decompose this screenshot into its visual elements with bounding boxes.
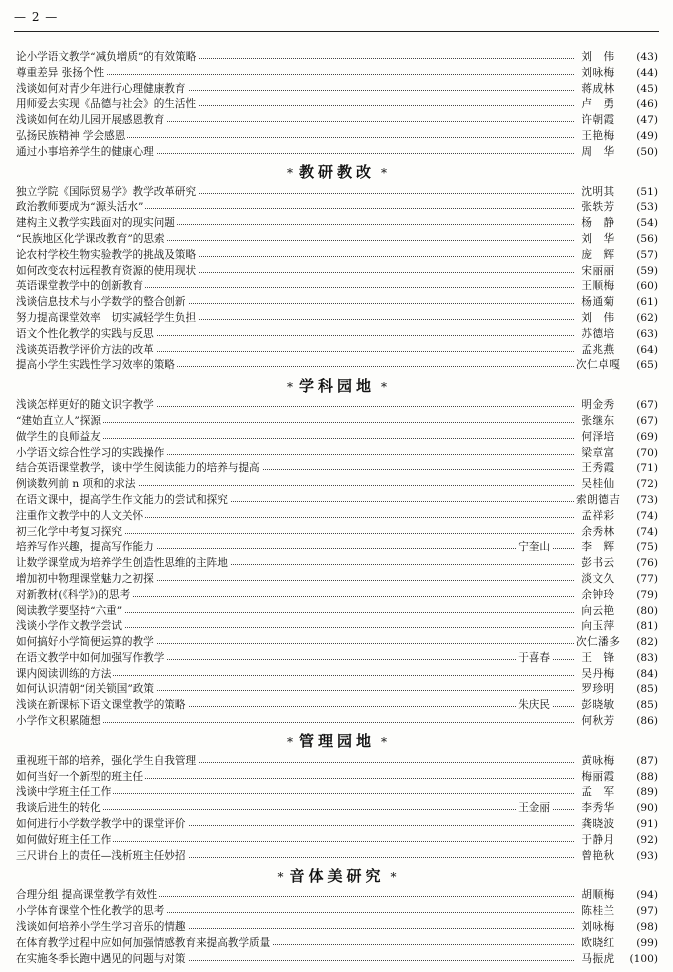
entry-author: 陈桂兰 [576, 904, 620, 920]
entry-page-number: (51) [636, 185, 658, 198]
toc-entry[interactable] [16, 185, 658, 201]
entry-title: 论小学语文教学“减负增质”的有效策略 [16, 50, 198, 66]
entry-title: 阅读教学要坚持“六重” [16, 604, 124, 620]
toc-entry[interactable] [16, 754, 658, 770]
entry-page-number: (93) [636, 849, 658, 862]
toc-entry[interactable] [16, 651, 658, 667]
entry-title: 我谈后进生的转化 [16, 801, 103, 817]
entry-author: 余钟玲 [576, 588, 620, 604]
entry-title: 如何做好班主任工作 [16, 833, 113, 849]
star-ornament: * [381, 379, 387, 394]
entry-page-number: (46) [636, 98, 658, 111]
entry-page-number: (76) [636, 557, 658, 570]
toc-entry[interactable] [16, 50, 658, 66]
entry-page-number: (67) [636, 399, 658, 412]
entry-page-number: (44) [636, 66, 658, 79]
page-number: — 2 — [14, 10, 59, 24]
entry-coauthor: 于喜春 [516, 651, 552, 667]
dot-leader [22, 722, 574, 723]
star-ornament: * [277, 869, 284, 884]
toc-entry[interactable] [16, 635, 658, 651]
toc-entry[interactable] [16, 446, 658, 462]
entry-title: 尊重差异 张扬个性 [16, 66, 106, 82]
entry-title: 在语文课中，提高学生作文能力的尝试和探究 [16, 493, 230, 509]
toc-entry[interactable] [16, 540, 658, 556]
entry-page-number: (83) [636, 651, 658, 664]
toc-entry[interactable] [16, 414, 658, 430]
entry-page-number: (45) [636, 82, 658, 95]
entry-author: 次仁潘多 [576, 635, 620, 651]
entry-title: 如何进行小学数学教学中的课堂评价 [16, 817, 188, 833]
section-title: 学科园地 [298, 376, 375, 395]
entry-author: 庞 辉 [576, 248, 620, 264]
entry-page-number: (64) [636, 343, 658, 356]
section-heading [16, 162, 658, 183]
section-heading [16, 376, 658, 397]
entry-title: 重视班干部的培养，强化学生自我管理 [16, 754, 198, 770]
entry-page-number: (86) [636, 715, 658, 728]
entry-page-number: (72) [636, 478, 658, 491]
entry-page-number: (47) [636, 114, 658, 127]
entry-author: 于静月 [576, 833, 620, 849]
entry-title: 例谈数列前 n 项和的求法 [16, 477, 138, 493]
entry-title: 论农村学校生物实验教学的挑战及策略 [16, 248, 198, 264]
entry-title: 在体育教学过程中应如何加强情感教育来提高教学质量 [16, 936, 272, 952]
entry-author: 向云艳 [576, 604, 620, 620]
toc-entry[interactable] [16, 216, 658, 232]
entry-author: 何泽培 [576, 430, 620, 446]
entry-title: 培养写作兴趣，提高写作能力 [16, 540, 156, 556]
entry-page-number: (82) [636, 636, 658, 649]
entry-title: 如何改变农村远程教育资源的使用现状 [16, 264, 198, 280]
entry-title: 初三化学中考复习探究 [16, 525, 124, 541]
table-of-contents [16, 50, 658, 967]
toc-entry[interactable] [16, 849, 658, 865]
star-ornament: * [286, 735, 293, 750]
toc-entry[interactable] [16, 833, 658, 849]
entry-author: 次仁卓嘎 [576, 358, 620, 374]
entry-title: 如何搞好小学简便运算的教学 [16, 635, 156, 651]
entry-title: 英语课堂教学中的创新教育 [16, 279, 145, 295]
entry-title: 小学体育课堂个性化教学的思考 [16, 904, 166, 920]
toc-entry[interactable] [16, 770, 658, 786]
entry-page-number: (99) [636, 936, 658, 949]
toc-entry[interactable] [16, 619, 658, 635]
toc-entry[interactable] [16, 904, 658, 920]
toc-entry[interactable] [16, 556, 658, 572]
entry-title: 浅谈在新课标下语文课堂教学的策略 [16, 698, 188, 714]
entry-page-number: (74) [636, 525, 658, 538]
entry-author: 沈明其 [576, 185, 620, 201]
entry-title: 浅谈英语教学评价方法的改革 [16, 343, 156, 359]
entry-page-number: (65) [636, 359, 658, 372]
entry-author: 苏德培 [576, 327, 620, 343]
entry-page-number: (50) [636, 145, 658, 158]
entry-author: 黄咏梅 [576, 754, 620, 770]
entry-author: 蒋成林 [576, 82, 620, 98]
entry-page-number: (73) [636, 493, 658, 506]
entry-author: 王秀霞 [576, 461, 620, 477]
entry-page-number: (62) [636, 311, 658, 324]
entry-author: 何秋芳 [576, 714, 620, 730]
entry-author: 刘 伟 [576, 50, 620, 66]
entry-title: “建始直立人”探源 [16, 414, 103, 430]
entry-title: 通过小事培养学生的健康心理 [16, 145, 156, 161]
entry-page-number: (43) [636, 51, 658, 63]
entry-coauthor: 宁奎山 [516, 540, 552, 556]
toc-entry[interactable] [16, 97, 658, 113]
toc-entry[interactable] [16, 698, 658, 714]
entry-page-number: (59) [636, 264, 658, 277]
entry-title: 努力提高课堂效率 切实减轻学生负担 [16, 311, 198, 327]
entry-author: 杨 静 [576, 216, 620, 232]
entry-title: 注重作文教学中的人文关怀 [16, 509, 145, 525]
entry-page-number: (91) [636, 818, 658, 831]
entry-page-number: (90) [636, 802, 658, 815]
entry-page-number: (94) [636, 889, 658, 902]
entry-coauthor: 朱庆民 [516, 698, 552, 714]
toc-entry[interactable] [16, 430, 658, 446]
entry-title: 增加初中物理课堂魅力之初探 [16, 572, 156, 588]
entry-page-number: (79) [636, 588, 658, 601]
toc-entry[interactable] [16, 248, 658, 264]
entry-page-number: (100) [629, 952, 658, 965]
entry-title: 浅谈小学作文教学尝试 [16, 619, 124, 635]
section-heading [16, 866, 658, 887]
toc-entry[interactable] [16, 667, 658, 683]
entry-title: 小学作文积累随想 [16, 714, 103, 730]
toc-entry[interactable] [16, 327, 658, 343]
entry-title: 政治教师要成为“源头活水” [16, 200, 145, 216]
toc-entry[interactable] [16, 311, 658, 327]
header-rule [14, 31, 659, 32]
entry-page-number: (84) [636, 667, 658, 680]
entry-author: 许朝霞 [576, 113, 620, 129]
entry-title: 让数学课堂成为培养学生创造性思维的主阵地 [16, 556, 230, 572]
entry-author: 李秀华 [576, 801, 620, 817]
entry-title: 合理分组 提高课堂教学有效性 [16, 888, 159, 904]
toc-entry[interactable] [16, 398, 658, 414]
toc-entry[interactable] [16, 129, 658, 145]
entry-author: 马振虎 [576, 952, 620, 968]
toc-entry[interactable] [16, 493, 658, 509]
toc-entry[interactable] [16, 936, 658, 952]
entry-page-number: (67) [636, 414, 658, 427]
entry-page-number: (69) [636, 430, 658, 443]
entry-page-number: (85) [636, 683, 658, 696]
entry-page-number: (81) [636, 620, 658, 633]
entry-author: 王艳梅 [576, 129, 620, 145]
entry-author: 明金秀 [576, 398, 620, 414]
section-title: 管理园地 [298, 732, 375, 751]
toc-entry[interactable] [16, 952, 658, 968]
entry-title: 在语文教学中如何加强写作教学 [16, 651, 166, 667]
entry-page-number: (92) [636, 833, 658, 846]
entry-title: 如何当好一个新型的班主任 [16, 770, 145, 786]
entry-title: 浅谈如何在幼儿园开展感恩教育 [16, 113, 166, 129]
entry-author: 王 锋 [576, 651, 620, 667]
entry-author: 张继东 [576, 414, 620, 430]
entry-title: 浅谈如何对青少年进行心理健康教育 [16, 82, 188, 98]
entry-title: 浅谈如何培养小学生学习音乐的情趣 [16, 920, 188, 936]
entry-title: 小学语文综合性学习的实践操作 [16, 446, 166, 462]
entry-page-number: (60) [636, 280, 658, 293]
entry-author: 刘咏梅 [576, 66, 620, 82]
entry-page-number: (97) [636, 905, 658, 918]
toc-entry[interactable] [16, 477, 658, 493]
toc-entry[interactable] [16, 279, 658, 295]
entry-page-number: (74) [636, 509, 658, 522]
entry-title: 提高小学生实践性学习效率的策略 [16, 358, 177, 374]
entry-title: 三尺讲台上的责任—浅析班主任妙招 [16, 849, 188, 865]
entry-title: 如何认识清朝“闭关锁国”政策 [16, 682, 156, 698]
entry-author: 梁章富 [576, 446, 620, 462]
entry-title: 建构主义教学实践面对的现实问题 [16, 216, 177, 232]
entry-page-number: (98) [636, 921, 658, 934]
toc-entry[interactable] [16, 525, 658, 541]
entry-author: 李 辉 [576, 540, 620, 556]
entry-author: 周 华 [576, 145, 620, 161]
entry-page-number: (80) [636, 604, 658, 617]
toc-entry[interactable] [16, 588, 658, 604]
entry-page-number: (70) [636, 446, 658, 459]
entry-author: 杨通菊 [576, 295, 620, 311]
toc-entry[interactable] [16, 785, 658, 801]
star-ornament: * [286, 166, 293, 181]
entry-author: 向玉萍 [576, 619, 620, 635]
entry-page-number: (77) [636, 572, 658, 585]
entry-page-number: (49) [636, 129, 658, 142]
toc-entry[interactable] [16, 509, 658, 525]
toc-entry[interactable] [16, 888, 658, 904]
entry-title: 浅谈怎样更好的随文识字教学 [16, 398, 156, 414]
toc-entry[interactable] [16, 113, 658, 129]
entry-title: 在实施冬季长跑中遇见的问题与对策 [16, 952, 188, 968]
entry-author: 曾艳秋 [576, 849, 620, 865]
entry-title: “民族地区化学课改教育”的思索 [16, 232, 167, 248]
entry-page-number: (61) [636, 296, 658, 309]
toc-entry[interactable] [16, 817, 658, 833]
entry-author: 索朗德吉 [576, 493, 620, 509]
section-title: 教研教改 [298, 163, 375, 182]
toc-entry[interactable] [16, 145, 658, 161]
toc-entry[interactable] [16, 343, 658, 359]
section-title: 音体美研究 [289, 866, 385, 885]
entry-author: 欧晓红 [576, 936, 620, 952]
entry-title: 浅谈中学班主任工作 [16, 785, 113, 801]
entry-author: 张轶芳 [576, 200, 620, 216]
dot-leader [22, 809, 574, 810]
entry-author: 余秀林 [576, 525, 620, 541]
entry-author: 吴丹梅 [576, 667, 620, 683]
entry-page-number: (53) [636, 201, 658, 214]
entry-author: 宋丽丽 [576, 264, 620, 280]
toc-entry[interactable] [16, 801, 658, 817]
entry-author: 梅丽霞 [576, 770, 620, 786]
star-ornament: * [390, 869, 397, 884]
star-ornament: * [286, 379, 293, 394]
toc-entry[interactable] [16, 714, 658, 730]
entry-author: 彭书云 [576, 556, 620, 572]
toc-entry[interactable] [16, 295, 658, 311]
entry-author: 刘咏梅 [576, 920, 620, 936]
toc-entry[interactable] [16, 200, 658, 216]
toc-entry[interactable] [16, 66, 658, 82]
toc-entry[interactable] [16, 682, 658, 698]
entry-author: 吴桂仙 [576, 477, 620, 493]
toc-entry[interactable] [16, 920, 658, 936]
entry-page-number: (75) [636, 541, 658, 554]
entry-page-number: (71) [636, 462, 658, 475]
entry-title: 对新教材(《科学》)的思考 [16, 588, 132, 604]
entry-author: 刘 伟 [576, 311, 620, 327]
toc-entry[interactable] [16, 461, 658, 477]
entry-page-number: (89) [636, 786, 658, 799]
entry-author: 孟兆燕 [576, 343, 620, 359]
toc-entry[interactable] [16, 264, 658, 280]
entry-title: 结合英语课堂教学，谈中学生阅读能力的培养与提高 [16, 461, 262, 477]
entry-title: 浅谈信息技术与小学数学的整合创新 [16, 295, 188, 311]
section-heading [16, 731, 658, 752]
entry-author: 罗珍明 [576, 682, 620, 698]
entry-page-number: (88) [636, 770, 658, 783]
entry-page-number: (56) [636, 232, 658, 245]
entry-title: 语文个性化教学的实践与反思 [16, 327, 156, 343]
entry-author: 王顺梅 [576, 279, 620, 295]
entry-page-number: (54) [636, 217, 658, 230]
toc-entry[interactable] [16, 232, 658, 248]
entry-page-number: (57) [636, 248, 658, 261]
toc-entry[interactable] [16, 358, 658, 374]
toc-entry[interactable] [16, 604, 658, 620]
toc-entry[interactable] [16, 82, 658, 98]
entry-title: 弘扬民族精神 学会感恩 [16, 129, 127, 145]
entry-author: 刘 华 [576, 232, 620, 248]
entry-author: 孟祥彩 [576, 509, 620, 525]
entry-page-number: (63) [636, 327, 658, 340]
entry-page-number: (85) [636, 699, 658, 712]
entry-author: 孟 军 [576, 785, 620, 801]
entry-title: 课内阅读训练的方法 [16, 667, 113, 683]
entry-author: 龚晓波 [576, 817, 620, 833]
entry-author: 彭晓敏 [576, 698, 620, 714]
dot-leader [22, 438, 574, 439]
entry-author: 胡顺梅 [576, 888, 620, 904]
toc-entry[interactable] [16, 572, 658, 588]
star-ornament: * [381, 735, 387, 750]
entry-coauthor: 王金丽 [516, 801, 552, 817]
star-ornament: * [381, 166, 387, 181]
entry-page-number: (87) [636, 754, 658, 767]
entry-title: 独立学院《国际贸易学》教学改革研究 [16, 185, 198, 201]
entry-title: 用师爱去实现《品德与社会》的生活性 [16, 97, 198, 113]
entry-author: 淡文久 [576, 572, 620, 588]
dot-leader [22, 422, 574, 423]
entry-author: 卢 勇 [576, 97, 620, 113]
entry-title: 做学生的良师益友 [16, 430, 103, 446]
